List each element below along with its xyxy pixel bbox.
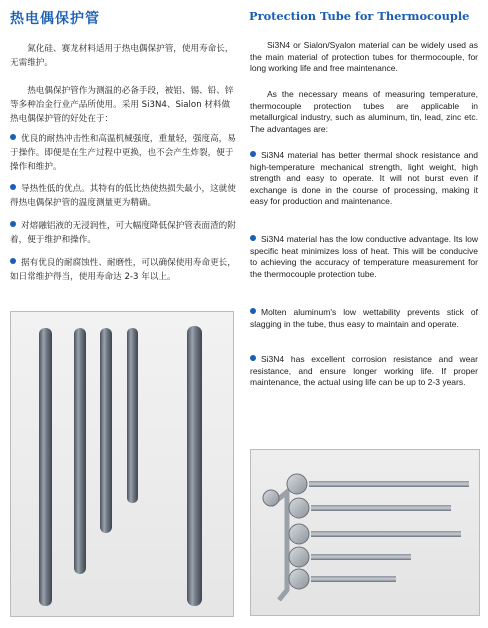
bullet-dot-icon <box>250 308 256 314</box>
bullet-dot-icon <box>250 235 256 241</box>
english-intro-1: Si3N4 or Sialon/Syalon material can be widely used as the main material of protection tubes for thermocouple, for long working life and free maintenance. <box>250 40 478 74</box>
thermocouple-rod <box>311 505 451 511</box>
tube-2 <box>74 328 86 574</box>
thermocouple-rod <box>311 531 461 537</box>
thermocouple-head <box>287 474 307 494</box>
thermocouple-head <box>289 547 309 567</box>
thermocouple-head <box>289 569 309 589</box>
protection-tubes-photo <box>10 311 234 617</box>
thermocouple-rod <box>311 576 396 582</box>
thermocouple-rod <box>309 481 469 487</box>
bullet-dot-icon <box>10 184 16 190</box>
tube-5 <box>187 326 202 606</box>
bullet-dot-icon <box>10 258 16 264</box>
thermocouple-head <box>263 490 279 506</box>
chinese-intro-2: 热电偶保护管作为测温的必备手段，被铝、锡、铅、锌等多种冶金行业产品所使用。采用 Si3N4、Sialon 材料做热电偶保护管的好处在于： <box>10 86 234 124</box>
thermocouple-head <box>289 498 309 518</box>
bent-rod <box>271 492 287 600</box>
thermocouple-assemblies-photo <box>250 449 480 616</box>
bullet-dot-icon <box>250 151 256 157</box>
chinese-bullet-2: 导热性低的优点。其特有的低比热使热损失最小，这就使得热电偶保护管的温度测量更为精确。 <box>10 184 236 208</box>
english-bullet-2: Si3N4 material has the low conductive advantage. Its low specific heat minimizes loss of heat. This will be conducive to achieving the accuracy of temperature measurement for the thermocouple protection tube. <box>250 234 478 279</box>
chinese-bullet-4: 据有优良的耐腐蚀性、耐磨性，可以确保使用寿命更长，如日常维护得当，使用寿命达 2-3 年以上。 <box>10 258 236 282</box>
bullet-dot-icon <box>10 221 16 227</box>
tube-3 <box>100 328 112 533</box>
tube-1 <box>39 328 52 606</box>
english-bullet-3: Molten aluminum's low wettability prevents stick of slagging in the tube, thus easy to maintain and operate. <box>250 307 478 329</box>
tube-4 <box>127 328 138 503</box>
thermocouple-head <box>289 524 309 544</box>
bullet-dot-icon <box>10 134 16 140</box>
thermocouple-rod <box>311 554 411 560</box>
english-bullet-4: Si3N4 has excellent corrosion resistance and wear resistance, and ensure longer working life. If proper maintenance, the actual using life can be up to 2-3 years. <box>250 354 478 388</box>
english-intro-2: As the necessary means of measuring temperature, thermocouple protection tubes are applicable in metallurgical industry, such as aluminum, tin, lead, zinc etc. The advantages are: <box>250 89 478 134</box>
english-title: Protection Tube for Thermocouple <box>249 9 470 23</box>
bullet-dot-icon <box>250 355 256 361</box>
protection-tubes-illustration <box>11 312 233 616</box>
chinese-bullet-1: 优良的耐热冲击性和高温机械强度，重量轻，强度高，易于操作。即便是在生产过程中更换，也不会产生炸裂，便于操作和维护。 <box>10 134 236 172</box>
chinese-title: 热电偶保护管 <box>10 11 100 27</box>
chinese-bullet-3: 对熔融铝液的无浸润性，可大幅度降低保护管表面渣的附着，便于维护和操作。 <box>10 221 236 245</box>
chinese-intro-1: 氮化硅、赛龙材料适用于热电偶保护管，使用寿命长，无需维护。 <box>10 44 234 68</box>
thermocouple-assemblies-illustration <box>251 450 479 615</box>
english-bullet-1: Si3N4 material has better thermal shock resistance and high-temperature mechanical strength, light weight, high strength and easy to operate. It will not burst even if exchange is done in the course of processing, making it easy for production and maintenance. <box>250 150 478 207</box>
